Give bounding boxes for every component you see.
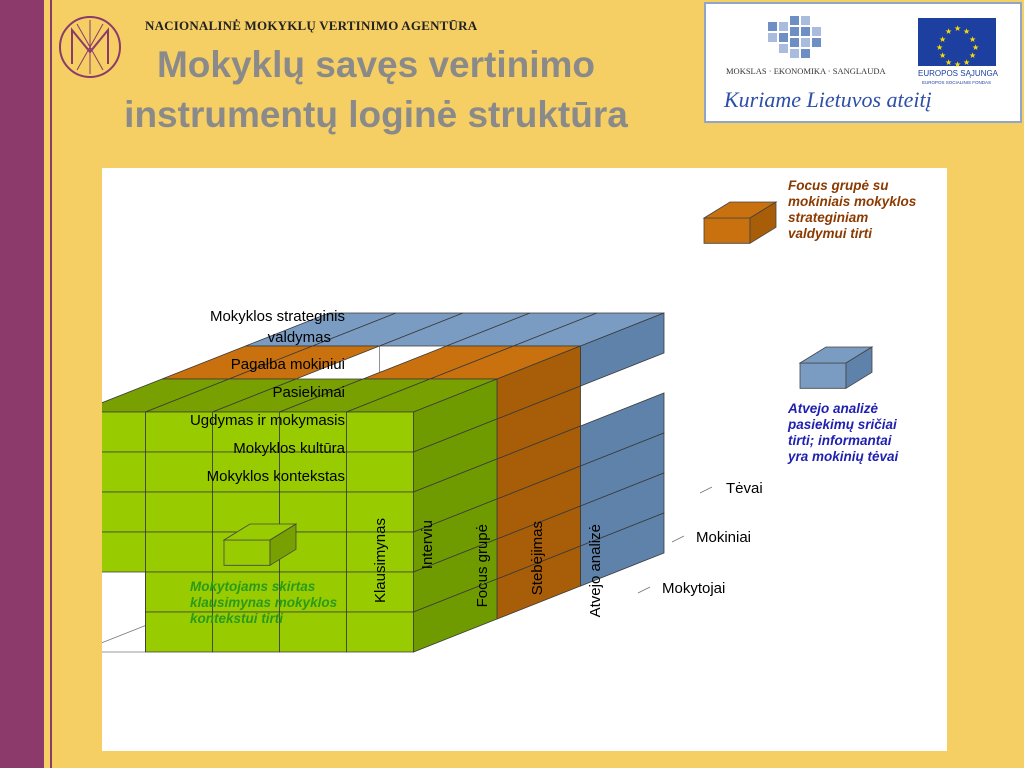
cube-front-face [347, 452, 414, 492]
eu-text: EUROPOS SĄJUNGA [918, 69, 999, 78]
instrument-cube-diagram [102, 168, 947, 751]
column-label: Stebėjimas [529, 521, 546, 596]
svg-text:★: ★ [954, 60, 962, 69]
legend-text: mokiniais mokyklos [788, 194, 917, 209]
column-label: Interviu [419, 520, 436, 570]
legend-text: kontekstui tirti [190, 611, 284, 626]
legend-text: pasiekimų sričiai [788, 417, 897, 432]
cube-front-face [347, 612, 414, 652]
ministry-pixel-logo [768, 16, 821, 58]
slogan: Kuriame Lietuvos ateitį [724, 87, 932, 112]
cube-front-face [347, 412, 414, 452]
cube-front-face [280, 612, 347, 652]
depth-label: Mokiniai [696, 529, 752, 546]
eu-funding-banner [704, 2, 1022, 123]
legend-text: valdymui tirti [788, 226, 873, 241]
cube-front-face [102, 532, 146, 572]
row-label: Mokyklos kontekstas [206, 468, 345, 485]
cube-front-face [102, 412, 146, 452]
diagram-panel [102, 168, 947, 751]
title-line-2: instrumentų loginė struktūra [124, 94, 628, 135]
left-decorative-line [50, 0, 52, 768]
svg-text:★: ★ [936, 43, 944, 52]
svg-text:★: ★ [972, 43, 980, 52]
legend-text: klausimynas mokyklos [190, 595, 338, 610]
eu-subtext: EUROPOS SOCIALINIS FONDAS [922, 80, 992, 85]
column-label: Focus grupė [474, 524, 491, 608]
banner-graphics [706, 4, 1020, 121]
svg-text:★: ★ [963, 27, 971, 36]
cube-front-face [146, 452, 213, 492]
row-label: valdymas [267, 329, 331, 346]
cube-front-face [102, 452, 146, 492]
column-label: Klausimynas [372, 518, 389, 604]
row-label: Pagalba mokiniui [230, 356, 345, 373]
title-line-1: Mokyklų savęs vertinimo [156, 44, 596, 85]
legend-cube-face [704, 218, 750, 243]
depth-tick [672, 536, 684, 542]
depth-tick [700, 487, 712, 493]
svg-text:★: ★ [939, 51, 947, 60]
row-label: Pasiekimai [272, 384, 345, 401]
legend-text: Atvejo analizė [788, 401, 879, 416]
page-title [66, 40, 686, 140]
cube-front-face [146, 532, 213, 572]
legend-cube-blue [800, 347, 872, 388]
cube-front-face [102, 492, 146, 532]
agency-name: NACIONALINĖ MOKYKLŲ VERTINIMO AGENTŪRA [145, 18, 478, 33]
svg-text:★: ★ [969, 51, 977, 60]
legend-cube-orange [704, 202, 776, 243]
svg-text:★: ★ [963, 58, 971, 67]
svg-text:★: ★ [945, 27, 953, 36]
row-label: Mokyklos strateginis [209, 308, 345, 325]
legend-text: yra mokinių tėvai [788, 449, 899, 464]
legend-text: Focus grupė su [788, 178, 889, 193]
row-label: Ugdymas ir mokymasis [189, 412, 345, 429]
depth-tick [638, 587, 650, 593]
legend-cube-face [224, 540, 270, 565]
column-label: Atvejo analizė [587, 524, 604, 618]
row-label: Mokyklos kultūra [233, 440, 345, 457]
depth-label: Mokytojai [662, 580, 726, 597]
legend-text: Mokytojams skirtas [190, 579, 316, 594]
svg-text:★: ★ [969, 35, 977, 44]
legend-text: strateginiam [788, 210, 869, 225]
legend-text: tirti; informantai [788, 433, 892, 448]
left-decorative-bar [0, 0, 44, 768]
svg-text:★: ★ [939, 35, 947, 44]
legend-cube-face [800, 363, 846, 388]
svg-text:★: ★ [945, 58, 953, 67]
ministry-text: MOKSLAS · EKONOMIKA · SANGLAUDA [726, 66, 886, 76]
svg-text:★: ★ [954, 24, 962, 33]
depth-label: Tėvai [726, 480, 763, 497]
cube-front-face [146, 492, 213, 532]
